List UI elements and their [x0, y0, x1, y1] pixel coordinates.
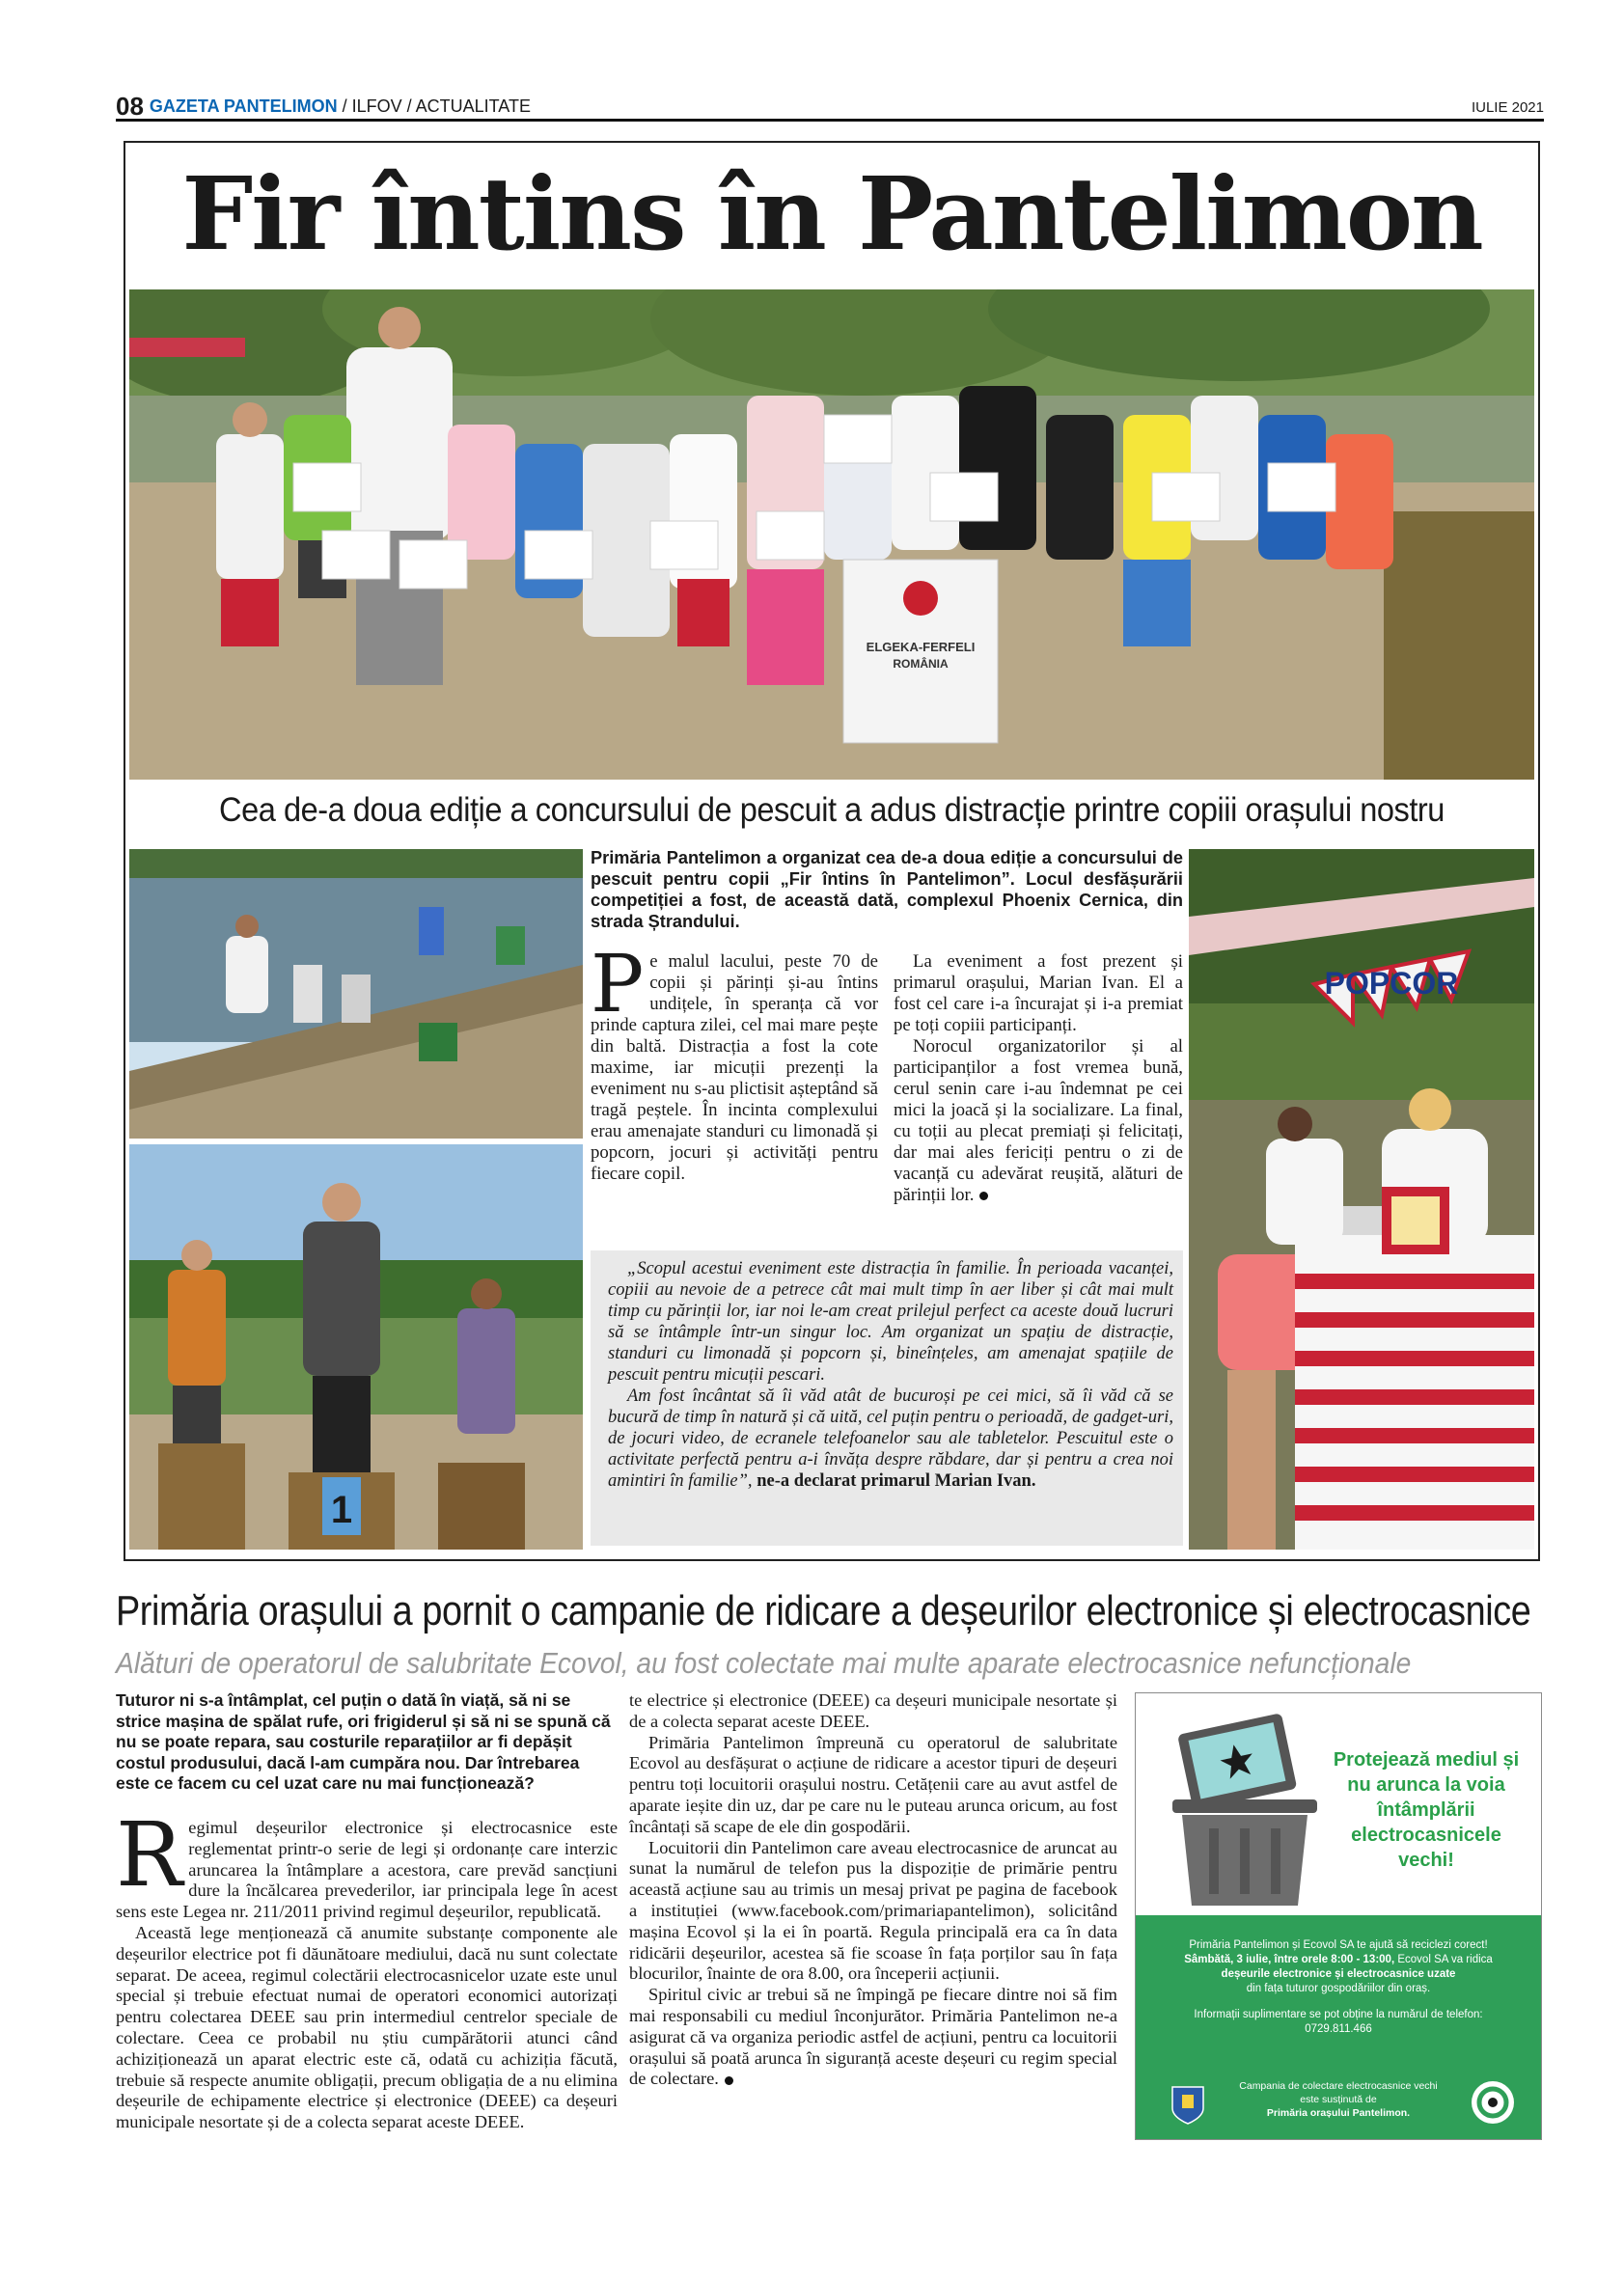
ad-info-panel: [1136, 1915, 1541, 2139]
bag-text-brand: ELGEKA-FERFELI: [866, 640, 976, 654]
section-actualitate: ACTUALITATE: [415, 96, 531, 116]
article2-subtitle: Alături de operatorul de salubritate Ecovol, au fost colectate mai multe aparate electrocasnice nefuncționale: [116, 1646, 1412, 1680]
paragraph: Spiritul civic ar trebui să ne împingă pe fiecare dintre noi să fim mai responsabili cu mediul înconjurător. Primăria Pantelimon ne-a asigurat că va organiza periodic astfel de acțiuni, pentru ca locuitorii orașului să poată arunca în siguranță aceste deșeuri cu regim special de colectare.: [629, 1985, 1117, 2089]
paragraph: Această lege menționează că anumite substanțe componente ale deșeurilor electrice pot fi dăunătoare mediului, dacă nu sunt colectate separat. De aceea, regimul colectării electrocasnicelor uzate este unul special și trebuie efectuat numai de operatori economici autorizați pentru colectarea DEEE sau prin intermediul centrelor speciale de colectare. Ceea ce probabil nu știu cumpărătorii atunci când achiziționează un aparat electric este că, odată cu achiziția făcută, trebuie să respecte anumite obligații, precum obligația de a nu elimina deșeurile de echipamente electrice și electronice (DEEE) ca deșeuri municipale nesortate și de a colecta separat aceste DEEE.: [116, 1922, 618, 2132]
section-breadcrumb: GAZETA PANTELIMON / ILFOV / ACTUALITATE: [149, 96, 531, 116]
article-title: Fir întins în Pantelimon: [181, 154, 1482, 273]
popcorn-banner-text: POPCOR: [1324, 966, 1459, 1001]
quote-paragraph: „Scopul acestui eveniment este distracția în familie. În perioada vacanței, copiii au nevoie de a petrece cât mai mult timp în aer liber și cât mai mult timp cu părinții lor, iar noi le-am creat prilejul perfect ca aceste două lucruri să se întâmple într-un singur loc. Am organizat un spațiu de distracție, standuri cu limonadă și popcorn și, bineînțeles, am amenajat spațiile de pescuit pentru micuții pescari.: [608, 1259, 1173, 1385]
pantelimon-crest-icon: [1170, 2085, 1205, 2126]
ecovol-logo-icon: [1472, 2081, 1514, 2124]
paragraph: egimul deșeurilor electronice și electrocasnice este reglementat printr-o serie de legi și ordonanțe care interzic aruncarea la întâmplare a acestora, care prevăd sancțiuni dure la încălcarea prevederilor, iar principala lege în acest sens este Legea nr. 211/2011 privind regimul deșeurilor, republicată.: [116, 1818, 618, 1922]
article2-column-1: [116, 1803, 618, 2207]
issue-date: IULIE 2021: [1471, 99, 1544, 116]
article2-column-2: te electrice și electronice (DEEE) ca deșeuri municipale nesortate și de a colecta separat aceste DEEE. Primăria Pantelimon împreună cu operatorul de salubritate Ecovol au desfășurat o acțiune de ridicare a acestor tipuri de deșeuri pentru toți locuitorii orașului nostru. Cetățenii care au avut astfel de aparate ieșite din uz, dar pe care nu le puteau arunca oricum, au fost încântați să scape de ele din gospodării. Locuitorii din Pantelimon care aveau electrocasnice de aruncat au sunat la numărul de telefon pus la dispoziție de primărie pentru această acțiune sau au trimis un mesaj privat pe pagina de facebook a instituției (www.facebook.com/primariapantelimon), solicitând mașina Ecovol și la ei în poartă. Regula principală era ca în data ridicării deșeurilor, acestea să fie scoase în fața porților sau în fața blocurilor, înainte de ora 8.00, ora începerii acțiunii. Spiritul civic ar trebui să ne împingă pe fiecare dintre noi să fim mai responsabili cu mediul înconjurător. Primăria Pantelimon ne-a asigurat că va organiza periodic astfel de acțiuni, pentru ca locuitorii orașului să poată arunca în siguranță aceste deșeuri cu regim special de colectare.: [629, 1690, 1117, 2089]
publication-name: GAZETA PANTELIMON: [149, 96, 338, 116]
paragraph: Primăria Pantelimon împreună cu operatorul de salubritate Ecovol au desfășurat o acțiune de ridicare a acestor tipuri de deșeuri pentru toți locuitorii orașului nostru. Cetățenii care au avut astfel de aparate ieșite din uz, dar pe care nu le puteau arunca oricum, au fost încântați să scape de ele din gospodării.: [629, 1732, 1117, 1836]
page-number: 08: [116, 92, 144, 121]
article-column-1: [591, 939, 878, 1185]
ad-top: [1136, 1693, 1541, 1915]
podium-number: 1: [330, 1489, 353, 1531]
fishing-photo: [129, 849, 583, 1139]
drop-cap: R: [116, 1803, 183, 1907]
paragraph: e malul lacului, peste 70 de copii și părinți și-au întins undițele, în speranța că vor prinde captura zilei, cel mai mare pește din baltă. Distracția a fost la cote maxime, iar micuții prezenți la eveniment nu s-au plictisit așteptând să tragă peștele. În incinta complexului erau amenajate standuri cu limonadă și popcorn, jocuri și activități pentru fiecare copil.: [591, 951, 878, 1184]
article2-title: Primăria orașului a pornit o campanie de ridicare a deșeurilor electronice și electrocasnice: [116, 1587, 1531, 1634]
end-mark-icon: [979, 1192, 988, 1200]
popcorn-stand-photo: [1189, 849, 1534, 1550]
trash-bin-icon: [1143, 1693, 1336, 1915]
bag-text-country: ROMÂNIA: [893, 657, 949, 671]
paragraph: Norocul organizatorilor și al participanților a fost vremea bună, cerul senin care i-au îndemnat pe cei mici la joacă și la socializare. La final, cu toții au plecat premiați și felicitați, dar mai ales fericiți pentru o zi de vacanță cu adevărat reușită, alături de părinții lor.: [894, 1036, 1183, 1205]
article2-lead: Tuturor ni s-a întâmplat, cel puțin o dată în viață, să ni se strice mașina de spălat rufe, ori frigiderul și să ni se spună că nu se poate repara, sau costurile reparațiilor ar fi depășit costul produsului, dacă l-am cumpăra nou. Dar întrebarea este ce facem cu cel uzat care nu mai funcționează?: [116, 1690, 611, 1793]
quote-attribution: ne-a declarat primarul Marian Ivan.: [752, 1471, 1036, 1491]
ad-info-text: Primăria Pantelimon și Ecovol SA te ajută să reciclezi corect! Sâmbătă, 3 iulie, între orele 8:00 - 13:00, Ecovol SA va ridica deșeurile electronice și electrocasnice uzate din fața tuturor gospodăriilor din oraș.: [1184, 1939, 1493, 1994]
page-header: [116, 93, 1544, 122]
end-mark-icon: [725, 2076, 733, 2085]
ad-phone: 0729.811.466: [1305, 2023, 1372, 2035]
quote-paragraph: Am fost încântat să îi văd atât de bucuroși pe cei mici, să îi văd că se bucură de timp în natură și că uită, cel puțin pentru o perioadă, de gadget-uri, de jocuri video, de ecranele telefoanelor sau ale tabletelor. Pescuitul este o activitate perfectă pentru a-i învăța despre răbdare, dar și pentru a crea noi amintiri în familie”,: [608, 1387, 1173, 1491]
ad-footer: Campania de colectare electrocasnice vechi este susținută de Primăria orașului Pantelimon.: [1239, 2080, 1438, 2119]
recycling-ad: [1135, 1692, 1542, 2140]
podium-photo: [129, 1144, 583, 1550]
article-subtitle: Cea de-a doua ediție a concursului de pescuit a adus distracție printre copiii orașului nostru: [219, 791, 1445, 829]
article-column-2: [894, 951, 1183, 1206]
drop-cap: P: [591, 939, 645, 1030]
paragraph: La eveniment a fost prezent și primarul orașului, Marian Ivan. El a fost cel care i-a încurajat și i-a premiat pe toți copiii participanți.: [894, 951, 1183, 1035]
section-ilfov: ILFOV: [351, 96, 402, 116]
mayor-quote-box: [591, 1250, 1183, 1546]
group-photo: [129, 289, 1534, 780]
ad-slogan: Protejează mediul și nu arunca la voia întâmplării electrocasnicele vechi!: [1333, 1749, 1520, 1871]
article-lead: Primăria Pantelimon a organizat cea de-a doua ediție a concursului de pescuit pentru copii „Fir întins în Pantelimon”. Locul desfășurării competiției a fost, de această dată, complexul Phoenix Cernica, din strada Ștrandului.: [591, 848, 1183, 931]
ad-contact: Informații suplimentare se pot obține la numărul de telefon: 0729.811.466: [1155, 2008, 1522, 2037]
paragraph: Locuitorii din Pantelimon care aveau electrocasnice de aruncat au sunat la numărul de telefon pus la dispoziție de primărie pentru această acțiune sau au trimis un mesaj privat pe pagina de facebook a instituției (www.facebook.com/primariapantelimon), solicitând mașina Ecovol și la ei în poartă. Regula principală era ca în data ridicării deșeurilor, acestea să fie scoase în fața porților sau în fața blocurilor, înainte de ora 8.00, ora începerii acțiunii.: [629, 1837, 1117, 1984]
